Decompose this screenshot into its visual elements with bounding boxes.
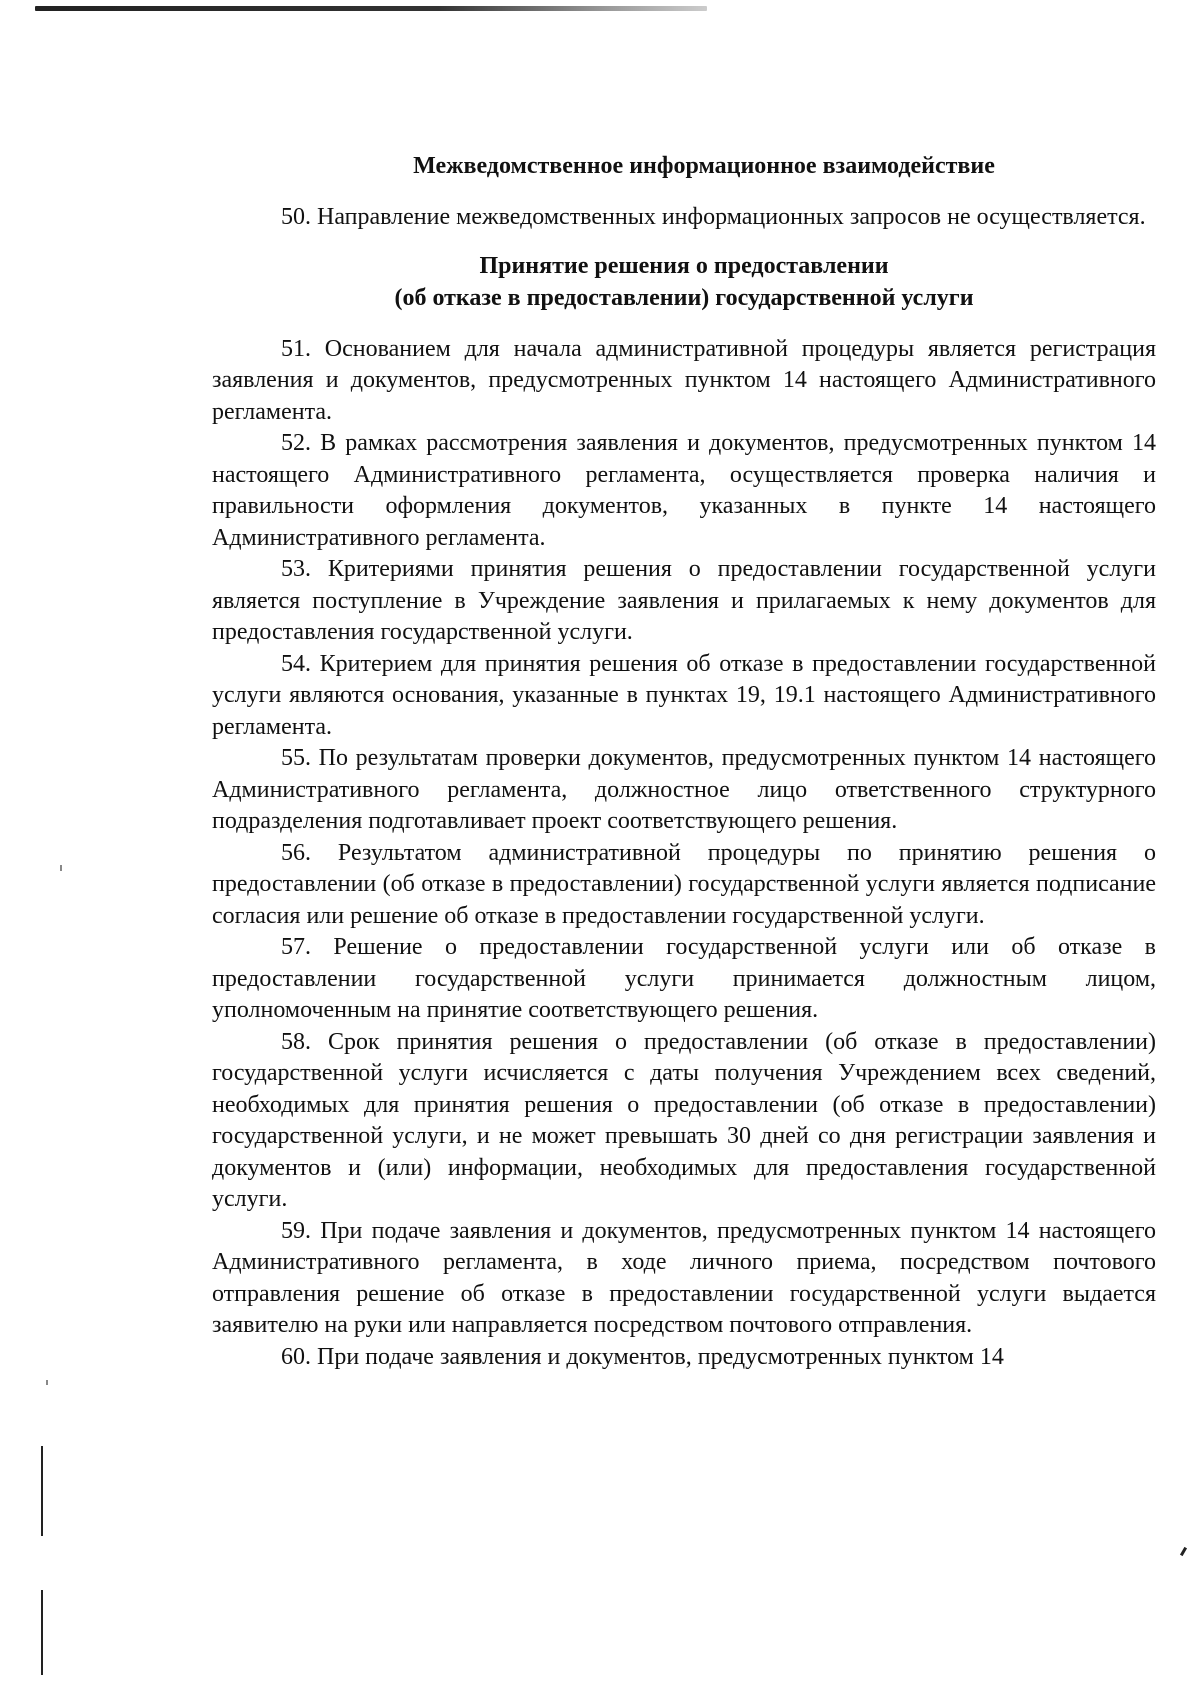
paragraph-55: 55. По результатам проверки документов, предусмотренных пунктом 14 настоящего Административного регламента, должностное лицо ответственного структурного подразделения подготавливает проект соответствующего решения.: [212, 745, 1156, 834]
paragraph-54: 54. Критерием для принятия решения об отказе в предоставлении государственной услуги являются основания, указанные в пунктах 19, 19.1 настоящего Административного регламента.: [212, 650, 1156, 740]
scan-speck: [46, 1380, 48, 1385]
paragraph-59: 59. При подаче заявления и документов, предусмотренных пунктом 14 настоящего Административного регламента, в ходе личного приема, посредством почтового отправления решение об отказе в предоставлении государственной услуги выдается заявителю на руки или направляется посредством почтового отправления.: [212, 1217, 1156, 1338]
scan-margin-mark: [41, 1590, 43, 1675]
paragraph-57: 57. Решение о предоставлении государственной услуги или об отказе в предоставлении государственной услуги принимается должностным лицом, уполномоченным на принятие соответствующего решения.: [212, 934, 1156, 1023]
scan-margin-mark: [41, 1446, 43, 1536]
paragraph-60: 60. При подаче заявления и документов, предусмотренных пунктом 14: [281, 1343, 1004, 1370]
section-heading-interagency: Межведомственное информационное взаимодействие: [413, 153, 995, 179]
scan-speck: [1180, 1547, 1187, 1556]
paragraph-58: 58. Срок принятия решения о предоставлении (об отказе в предоставлении) государственной услуги исчисляется с даты получения Учреждением всех сведений, необходимых для принятия решения о предоставлении (об отказе в предоставлении) государственной услуги, и не может превышать 30 дней со дня регистрации заявления и документов и (или) информации, необходимых для предоставления государственной услуги.: [212, 1028, 1156, 1212]
paragraph-52: 52. В рамках рассмотрения заявления и документов, предусмотренных пунктом 14 настоящего Административного регламента, осуществляется проверка наличия и правильности оформления документов, указанных в пункте 14 настоящего Административного регламента.: [212, 430, 1156, 551]
section-heading-decision-line-1: Принятие решения о предоставлении: [479, 252, 889, 279]
scan-top-rule: [35, 6, 707, 11]
paragraph-56: 56. Результатом административной процедуры по принятию решения о предоставлении (об отказе в предоставлении) государственной услуги является подписание согласия или решение об отказе в предоставлении государственной услуги.: [212, 839, 1156, 929]
section-heading-decision-line-2: (об отказе в предоставлении) государственной услуги: [394, 284, 974, 311]
paragraph-53: 53. Критериями принятия решения о предоставлении государственной услуги является поступление в Учреждение заявления и прилагаемых к нему документов для предоставления государственной услуги.: [212, 556, 1156, 645]
section-heading-decision: [212, 250, 1156, 314]
paragraph-50: 50. Направление межведомственных информационных запросов не осуществляется.: [281, 204, 1146, 230]
document-page: [212, 150, 1156, 1373]
paragraph-51: 51. Основанием для начала административной процедуры является регистрация заявления и документов, предусмотренных пунктом 14 настоящего Административного регламента.: [212, 335, 1156, 425]
scan-speck: [60, 865, 62, 871]
